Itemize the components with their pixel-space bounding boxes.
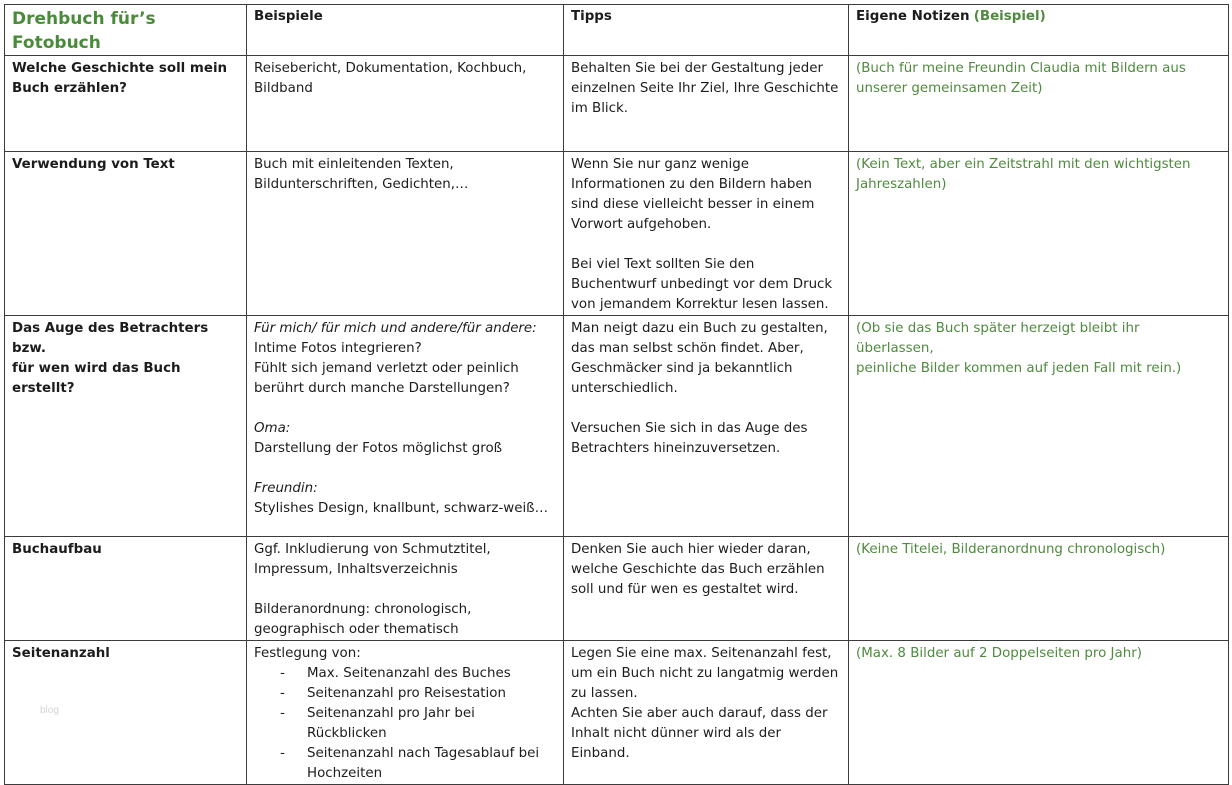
examples-cell: Für mich/ für mich und andere/für andere: Intime Fotos integrieren? Fühlt sich jemand verletzt oder peinlich berührt durch manche Darstellungen? Oma: Darstellung der Fotos möglichst groß Freundin: Stylishes Design, knallbunt, schwarz-weiß… — [247, 316, 564, 537]
storyboard-table — [4, 4, 1229, 785]
header-row — [5, 5, 1229, 56]
list-item: - Max. Seitenanzahl des Buches — [280, 664, 556, 684]
topic-cell: Das Auge des Betrachters bzw. für wen wird das Buch erstellt? — [5, 316, 247, 537]
topic-cell: Buchaufbau — [5, 537, 247, 641]
header-notizen: Eigene Notizen (Beispiel) — [849, 5, 1229, 56]
tips-cell: Denken Sie auch hier wieder daran, welche Geschichte das Buch erzählen soll und für wen es gestaltet wird. — [564, 537, 849, 641]
header-beispiele: Beispiele — [247, 5, 564, 56]
tips-cell: Legen Sie eine max. Seitenanzahl fest, um ein Buch nicht zu langatmig werden zu lassen. Achten Sie aber auch darauf, dass der Inhalt nicht dünner wird als der Einband. — [564, 641, 849, 785]
topic-cell: Welche Geschichte soll mein Buch erzählen? — [5, 56, 247, 152]
examples-cell: Buch mit einleitenden Texten, Bildunterschriften, Gedichten,… — [247, 152, 564, 316]
tips-cell: Wenn Sie nur ganz wenige Informationen zu den Bildern haben sind diese vielleicht besser in einem Vorwort aufgehoben. Bei viel Text sollten Sie den Buchentwurf unbedingt vor dem Druck von jemandem Korrektur lesen lassen. — [564, 152, 849, 316]
dash-list — [254, 664, 556, 784]
table-row — [5, 152, 1229, 316]
list-item: - Seitenanzahl pro Reisestation — [280, 684, 556, 704]
table-row — [5, 641, 1229, 785]
header-tipps: Tipps — [564, 5, 849, 56]
tips-cell: Behalten Sie bei der Gestaltung jeder einzelnen Seite Ihr Ziel, Ihre Geschichte im Blick. — [564, 56, 849, 152]
table-title-cell — [5, 5, 247, 56]
notes-cell: (Max. 8 Bilder auf 2 Doppelseiten pro Jahr) — [849, 641, 1229, 785]
examples-cell: Ggf. Inkludierung von Schmutztitel, Impressum, Inhaltsverzeichnis Bilderanordnung: chronologisch, geographisch oder thematisch — [247, 537, 564, 641]
table-row — [5, 316, 1229, 537]
list-item: - Seitenanzahl nach Tagesablauf bei Hochzeiten — [280, 744, 556, 784]
watermark: blog — [40, 705, 59, 716]
table-title: Drehbuch für’s Fotobuch — [12, 9, 156, 53]
examples-cell: Festlegung von: - Max. Seitenanzahl des Buches - Seitenanzahl pro Reisestation - Seitenanzahl pro Jahr bei Rückblicken - Seitenanzahl nach Tagesablauf bei Hochzeiten — [247, 641, 564, 785]
notes-cell: (Keine Titelei, Bilderanordnung chronologisch) — [849, 537, 1229, 641]
topic-cell: Verwendung von Text — [5, 152, 247, 316]
table-row — [5, 56, 1229, 152]
notes-cell: (Buch für meine Freundin Claudia mit Bildern aus unserer gemeinsamen Zeit) — [849, 56, 1229, 152]
topic-cell: Seitenanzahl — [5, 641, 247, 785]
table-row — [5, 537, 1229, 641]
tips-cell: Man neigt dazu ein Buch zu gestalten, das man selbst schön findet. Aber, Geschmäcker sind ja bekanntlich unterschiedlich. Versuchen Sie sich in das Auge des Betrachters hineinzuversetzen. — [564, 316, 849, 537]
header-notizen-suffix: (Beispiel) — [973, 9, 1046, 24]
notes-cell: (Kein Text, aber ein Zeitstrahl mit den wichtigsten Jahreszahlen) — [849, 152, 1229, 316]
notes-cell: (Ob sie das Buch später herzeigt bleibt ihr überlassen, peinliche Bilder kommen auf jeden Fall mit rein.) — [849, 316, 1229, 537]
examples-cell: Reisebericht, Dokumentation, Kochbuch, Bildband — [247, 56, 564, 152]
list-item: - Seitenanzahl pro Jahr bei Rückblicken — [280, 704, 556, 744]
